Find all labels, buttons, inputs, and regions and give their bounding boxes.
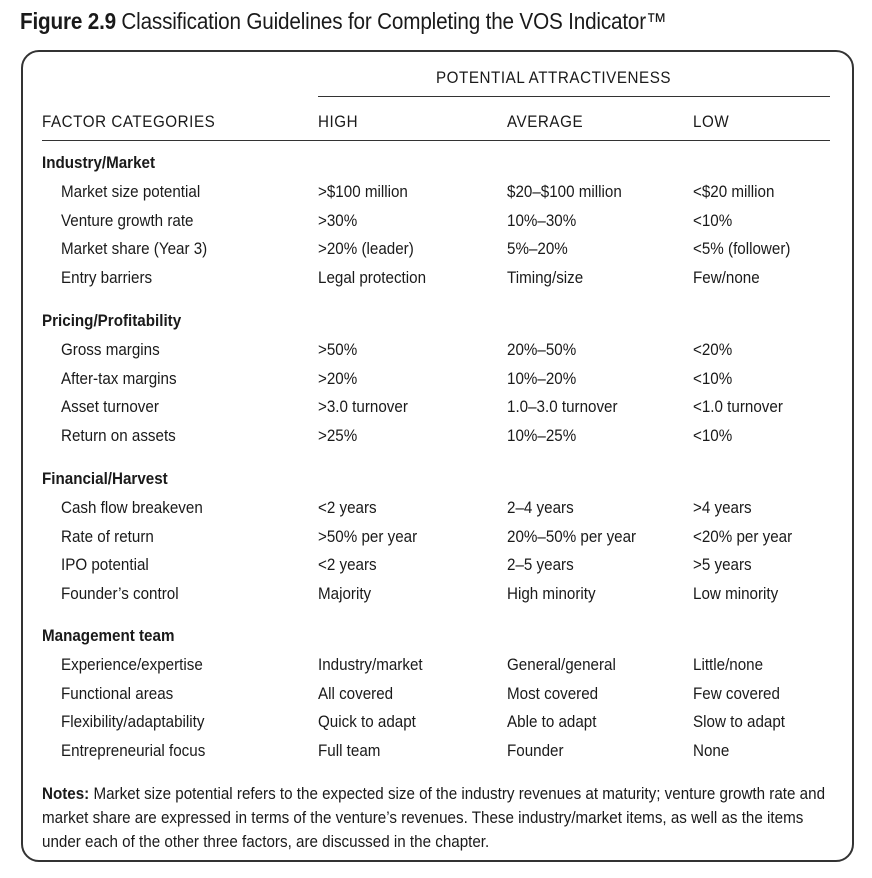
cell-average: 5%–20%	[507, 240, 568, 259]
average-header: AVERAGE	[507, 113, 584, 131]
cell-average: 20%–50% per year	[507, 527, 637, 546]
cell-low: Few/none	[693, 269, 760, 288]
cell-low: None	[693, 742, 730, 761]
factor-label: Entrepreneurial focus	[61, 742, 206, 761]
cell-high: Quick to adapt	[318, 713, 416, 732]
cell-average: Able to adapt	[507, 713, 597, 732]
section-heading: Pricing/Profitability	[42, 312, 182, 330]
notes-label: Notes:	[42, 785, 90, 803]
cell-high: Majority	[318, 585, 372, 604]
cell-average: 2–5 years	[507, 556, 574, 575]
cell-low: >4 years	[693, 499, 752, 517]
cell-high: <2 years	[318, 499, 377, 517]
cell-high: All covered	[318, 684, 394, 703]
cell-low: Low minority	[693, 585, 779, 604]
factor-label: Return on assets	[61, 427, 176, 446]
cell-high: >25%	[318, 427, 358, 446]
cell-average: 2–4 years	[507, 499, 574, 517]
cell-low: Little/none	[693, 656, 764, 674]
section-heading: Management team	[42, 627, 175, 645]
cell-low: Slow to adapt	[693, 713, 785, 732]
cell-average: $20–$100 million	[507, 183, 622, 201]
figure-caption: Classification Guidelines for Completing the VOS Indicator™	[121, 8, 667, 34]
figure-number: Figure 2.9	[20, 8, 116, 34]
factor-label: Entry barriers	[61, 269, 153, 288]
cell-average: Timing/size	[507, 269, 584, 288]
cell-low: <20%	[693, 341, 733, 359]
potential-attractiveness-header: POTENTIAL ATTRACTIVENESS	[436, 69, 672, 87]
cell-low: >5 years	[693, 556, 752, 575]
factor-categories-header: FACTOR CATEGORIES	[42, 113, 216, 131]
section-heading: Financial/Harvest	[42, 470, 168, 488]
figure-title	[20, 8, 666, 35]
cell-average: 20%–50%	[507, 341, 577, 359]
column-header-rule	[42, 140, 830, 141]
factor-label: Venture growth rate	[61, 211, 194, 230]
cell-high: Legal protection	[318, 269, 427, 288]
cell-low: <$20 million	[693, 183, 775, 201]
factor-label: Market size potential	[61, 183, 201, 201]
cell-low: <10%	[693, 369, 733, 388]
cell-low: Few covered	[693, 684, 780, 703]
factor-label: Experience/expertise	[61, 656, 203, 674]
notes	[42, 782, 833, 854]
notes-text: Market size potential refers to the expected size of the industry revenues at maturity; venture growth rate and market share are expressed in terms of the venture’s revenues. These industry/market items, as well as the items under each of the other three factors, are discussed in the chapter.	[42, 785, 826, 851]
factor-label: Cash flow breakeven	[61, 499, 203, 517]
cell-high: Full team	[318, 742, 381, 761]
cell-average: 1.0–3.0 turnover	[507, 398, 618, 417]
factor-label: IPO potential	[61, 556, 149, 575]
cell-high: >50%	[318, 341, 358, 359]
cell-average: Most covered	[507, 684, 599, 703]
factor-label: After-tax margins	[61, 369, 177, 388]
factor-label: Asset turnover	[61, 398, 159, 417]
cell-average: 10%–30%	[507, 211, 577, 230]
high-header: HIGH	[318, 113, 359, 131]
factor-label: Rate of return	[61, 527, 154, 546]
cell-high: <2 years	[318, 556, 377, 575]
cell-low: <10%	[693, 427, 733, 446]
cell-high: >$100 million	[318, 183, 408, 201]
cell-low: <10%	[693, 211, 733, 230]
section-heading: Industry/Market	[42, 154, 156, 172]
header-rule	[318, 96, 830, 97]
factor-label: Functional areas	[61, 684, 174, 703]
factor-label: Market share (Year 3)	[61, 240, 208, 259]
cell-average: Founder	[507, 742, 564, 761]
cell-high: >20% (leader)	[318, 240, 414, 259]
cell-average: 10%–20%	[507, 369, 577, 388]
factor-label: Founder’s control	[61, 585, 179, 604]
cell-average: 10%–25%	[507, 427, 577, 446]
low-header: LOW	[693, 113, 730, 131]
cell-low: <1.0 turnover	[693, 398, 783, 417]
cell-high: >3.0 turnover	[318, 398, 408, 417]
cell-high: Industry/market	[318, 656, 423, 674]
cell-low: <5% (follower)	[693, 240, 791, 259]
factor-label: Gross margins	[61, 341, 160, 359]
cell-high: >50% per year	[318, 527, 418, 546]
cell-average: General/general	[507, 656, 616, 674]
factor-label: Flexibility/adaptability	[61, 713, 205, 732]
cell-low: <20% per year	[693, 527, 793, 546]
cell-high: >30%	[318, 211, 358, 230]
cell-high: >20%	[318, 369, 358, 388]
cell-average: High minority	[507, 585, 596, 604]
